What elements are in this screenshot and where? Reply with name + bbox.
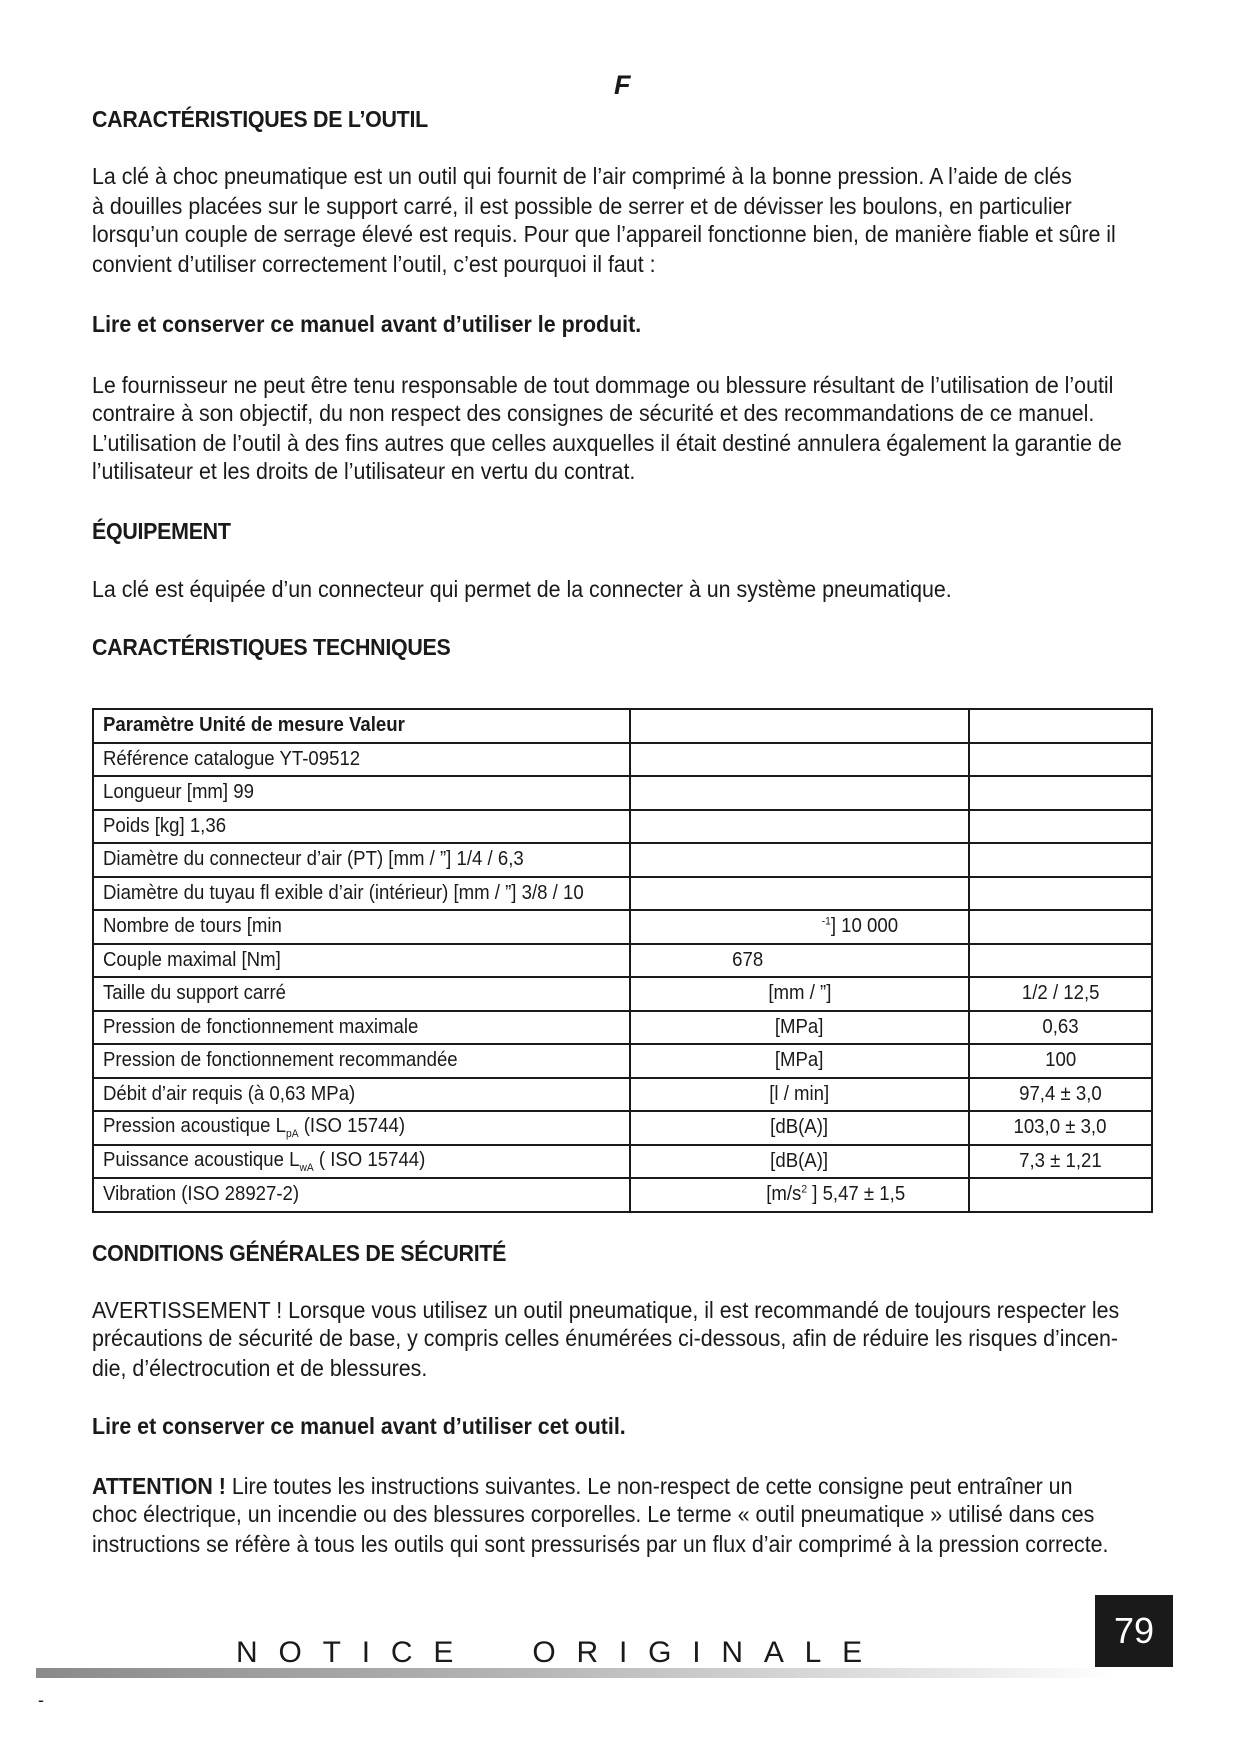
row-tours-label: Nombre de tours [min xyxy=(103,915,282,938)
footer-notice-originale: NOTICE ORIGINALE xyxy=(236,1636,883,1669)
table-row xyxy=(93,1011,1152,1045)
row-unit: [dB(A)] xyxy=(770,1116,829,1139)
para1-line: lorsqu’un couple de serrage élevé est requis. Pour que l’appareil fonctionne bien, de manière fiable et sûre il xyxy=(92,221,1116,247)
table-row xyxy=(93,877,1152,911)
para2-line: L’utilisation de l’outil à des fins autres que celles auxquelles il était destiné annulera également la garantie de xyxy=(92,430,1122,456)
para2-line: Le fournisseur ne peut être tenu responsable de tout dommage ou blessure résultant de l’utilisation de l’outil xyxy=(92,372,1114,398)
para1-line: convient d’utiliser correctement l’outil, c’est pourquoi il faut : xyxy=(92,251,656,277)
read-manual-note: Lire et conserver ce manuel avant d’utiliser le produit. xyxy=(92,311,642,337)
row-param: Taille du support carré xyxy=(103,982,287,1005)
heading-caracteristiques-outil: CARACTÉRISTIQUES DE L’OUTIL xyxy=(92,106,428,132)
heading-caracteristiques-techniques: CARACTÉRISTIQUES TECHNIQUES xyxy=(92,634,451,660)
section-letter: F xyxy=(614,70,631,100)
row-value: 7,3 ± 1,21 xyxy=(1019,1149,1102,1172)
spec-table xyxy=(92,708,1153,1213)
table-row xyxy=(93,743,1152,777)
row-poids: Poids [kg] 1,36 xyxy=(103,814,227,837)
table-row xyxy=(93,709,1152,743)
row-tuyau: Diamètre du tuyau fl exible d’air (intérieur) [mm / ”] 3/8 / 10 xyxy=(103,881,584,904)
table-row xyxy=(93,776,1152,810)
attention-line: choc électrique, un incendie ou des blessures corporelles. Le terme « outil pneumatique » utilisé dans ces xyxy=(92,1501,1095,1527)
row-param: Débit d’air requis (à 0,63 MPa) xyxy=(103,1082,356,1105)
row-puissance-acoustique: Puissance acoustique $L_{wA}$ ( ISO 15744) xyxy=(103,1148,426,1174)
table-row xyxy=(93,1078,1152,1112)
row-connecteur: Diamètre du connecteur d’air (PT) [mm / ”] 1/4 / 6,3 xyxy=(103,848,524,871)
warning-line: AVERTISSEMENT ! Lorsque vous utilisez un outil pneumatique, il est recommandé de toujours respecter les xyxy=(92,1297,1120,1323)
table-row xyxy=(93,1145,1152,1179)
table-header-text: Paramètre Unité de mesure Valeur xyxy=(103,714,405,737)
table-row xyxy=(93,1178,1152,1212)
table-row xyxy=(93,1044,1152,1078)
table-row xyxy=(93,843,1152,877)
row-catalogue: Référence catalogue YT-09512 xyxy=(103,747,361,770)
row-value: 97,4 ± 3,0 xyxy=(1019,1082,1102,1105)
para1-line: à douilles placées sur le support carré, il est possible de serrer et de dévisser les boulons, en particulier xyxy=(92,193,1072,219)
page-number: 79 xyxy=(1095,1595,1173,1667)
row-vibration: Vibration (ISO 28927-2) xyxy=(103,1183,300,1206)
row-pression-acoustique: Pression acoustique $L_{pA}$ (ISO 15744) xyxy=(103,1115,406,1141)
row-value: 0,63 xyxy=(1042,1015,1079,1038)
row-unit: [dB(A)] xyxy=(770,1149,829,1172)
row-param: Pression de fonctionnement recommandée xyxy=(103,1049,458,1072)
warning-line: die, d’électrocution et de blessures. xyxy=(92,1355,428,1381)
row-value: 1/2 / 12,5 xyxy=(1021,982,1100,1005)
row-vibration-value: [$m/s^2$ ] 5,47 ± 1,5 xyxy=(766,1183,906,1206)
attention-label: ATTENTION ! xyxy=(92,1473,226,1499)
warning-line: précautions de sécurité de base, y compris celles énumérées ci-dessous, afin de réduire les risques d’incen- xyxy=(92,1325,1119,1351)
row-tours-value: $^{-1}$] 10 000 xyxy=(821,915,898,938)
para1-line: La clé à choc pneumatique est un outil qui fournit de l’air comprimé à la bonne pression. A l’aide de clés xyxy=(92,163,1072,189)
table-row xyxy=(93,1111,1152,1145)
attention-line: ATTENTION ! Lire toutes les instructions suivantes. Le non-respect de cette consigne peut entraîner un xyxy=(92,1473,1073,1499)
table-row xyxy=(93,910,1152,944)
row-couple-label: Couple maximal [Nm] xyxy=(103,948,281,971)
equipement-text: La clé est équipée d’un connecteur qui permet de la connecter à un système pneumatique. xyxy=(92,576,952,602)
row-unit: [mm / ”] xyxy=(767,982,831,1005)
attention-line: instructions se réfère à tous les outils qui sont pressurisés par un flux d’air comprimé à la pression correcte. xyxy=(92,1531,1109,1557)
heading-securite: CONDITIONS GÉNÉRALES DE SÉCURITÉ xyxy=(92,1240,507,1266)
table-row xyxy=(93,944,1152,978)
row-value: 103,0 ± 3,0 xyxy=(1013,1116,1107,1139)
row-unit: [MPa] xyxy=(775,1015,824,1038)
read-manual-note-tool: Lire et conserver ce manuel avant d’utiliser cet outil. xyxy=(92,1413,626,1439)
para2-line: l’utilisateur et les droits de l’utilisateur en vertu du contrat. xyxy=(92,458,636,484)
row-longueur: Longueur [mm] 99 xyxy=(103,781,254,804)
footer-dash: - xyxy=(38,1690,44,1710)
row-couple-value: 678 xyxy=(732,948,764,971)
row-param: Pression de fonctionnement maximale xyxy=(103,1015,419,1038)
table-row xyxy=(93,810,1152,844)
heading-equipement: ÉQUIPEMENT xyxy=(92,518,231,544)
row-unit: [l / min] xyxy=(769,1082,830,1105)
row-value: 100 xyxy=(1044,1049,1076,1072)
table-row xyxy=(93,977,1152,1011)
row-unit: [MPa] xyxy=(775,1049,824,1072)
para2-line: contraire à son objectif, du non respect des consignes de sécurité et des recommandations de ce manuel. xyxy=(92,400,1095,426)
